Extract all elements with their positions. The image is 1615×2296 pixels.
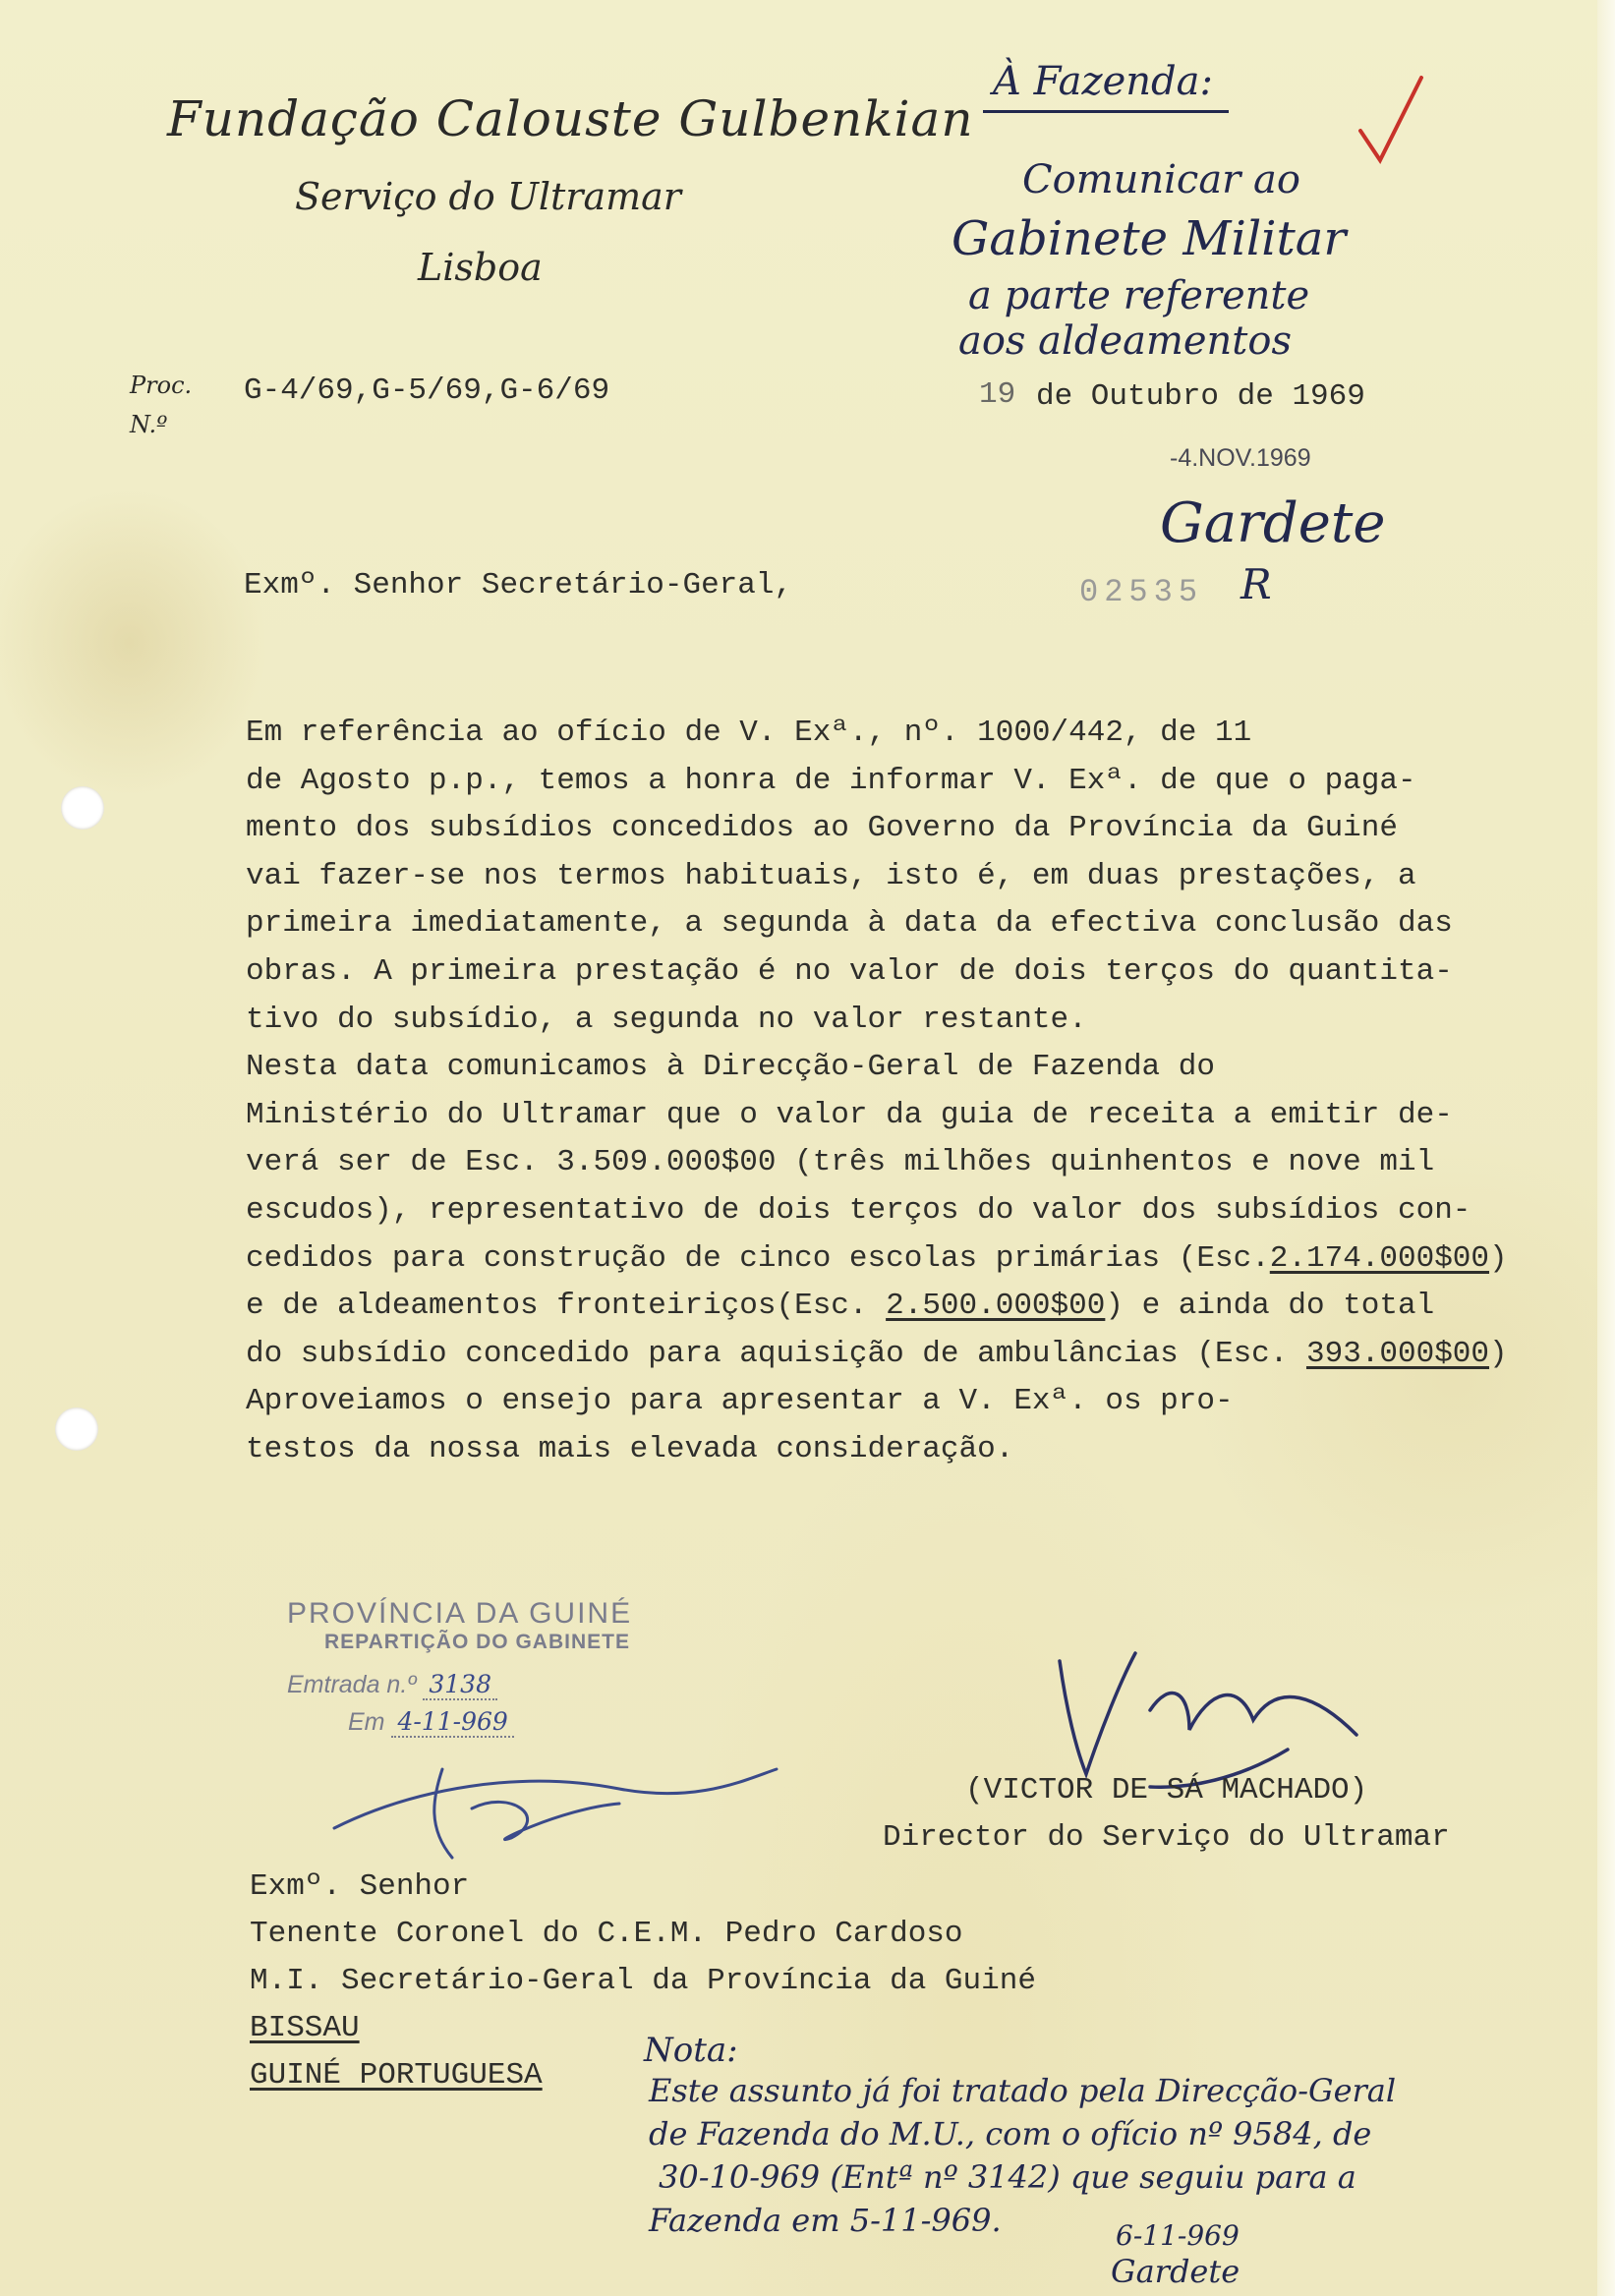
letter-body — [246, 710, 1573, 1474]
punch-hole-lower — [55, 1407, 98, 1451]
body-text-segment: ) — [1489, 1240, 1508, 1276]
addressee-line: Exmº. Senhor — [250, 1869, 470, 1904]
director-signature — [1042, 1641, 1376, 1789]
annotation-line: aos aldeamentos — [958, 318, 1292, 364]
note-line: de Fazenda do M.U., com o ofício nº 9584, de — [649, 2115, 1372, 2152]
note-line: Fazenda em 5-11-969. — [649, 2202, 1002, 2239]
body-text-segment: cedidos para construção de cinco escolas primárias (Esc. — [246, 1240, 1270, 1276]
salutation: Exmº. Senhor Secretário-Geral, — [244, 568, 793, 603]
received-date-stamp: -4.NOV.1969 — [1170, 444, 1311, 472]
body-line: Em referência ao ofício de V. Exª., nº. 1000/442, de 11 — [246, 716, 1252, 750]
date-day: 19 — [979, 377, 1016, 412]
annotation-line: Gabinete Militar — [952, 211, 1347, 266]
body-line: de Agosto p.p., temos a honra de informar V. Exª. de que o paga- — [246, 763, 1416, 798]
paper-edge — [1597, 0, 1615, 2296]
received-initials: Gardete — [1160, 491, 1386, 555]
note-line: 30-10-969 (Entª nº 3142) que seguiu para a — [659, 2158, 1356, 2196]
received-mark: R — [1240, 560, 1272, 608]
date-line: de Outubro de 1969 — [1036, 379, 1365, 414]
body-line: tivo do subsídio, a segunda no valor restante. — [246, 1002, 1087, 1037]
addressee-city: BISSAU — [250, 2011, 360, 2045]
body-text-segment: ) — [1489, 1336, 1508, 1371]
annotation-heading: À Fazenda: — [993, 59, 1213, 104]
stamp-department: REPARTIÇÃO DO GABINETE — [324, 1631, 630, 1653]
body-text-segment: do subsídio concedido para aquisição de ambulâncias (Esc. — [246, 1336, 1306, 1371]
addressee-line: M.I. Secretário-Geral da Província da Guiné — [250, 1964, 1036, 1998]
body-line: obras. A primeira prestação é no valor de dois terços do quantita- — [246, 953, 1453, 989]
stamp-entry-value: 3138 — [423, 1670, 497, 1700]
letterhead-org: Fundação Calouste Gulbenkian — [167, 90, 974, 147]
annotation-line: a parte referente — [968, 273, 1310, 318]
body-line: vai fazer-se nos termos habituais, isto é, em duas prestações, a — [246, 858, 1416, 893]
body-line: Nesta data comunicamos à Direcção-Geral de Fazenda do — [246, 1050, 1215, 1085]
body-line — [246, 1283, 1573, 1331]
proc-number-label: N.º — [130, 411, 168, 438]
amount-ambulances: 393.000$00 — [1305, 1336, 1490, 1371]
body-line — [246, 1235, 1573, 1284]
amount-schools: 2.174.000$00 — [1269, 1240, 1490, 1276]
signatory-name: (VICTOR DE SÁ MACHADO) — [965, 1773, 1368, 1808]
closing-line: Aproveiamos o ensejo para apresentar a V. Exª. os pro- — [246, 1384, 1234, 1419]
signatory-title: Director do Serviço do Ultramar — [883, 1820, 1450, 1855]
stamp-province: PROVÍNCIA DA GUINÉ — [287, 1597, 633, 1630]
addressee-country: GUINÉ PORTUGUESA — [250, 2058, 543, 2093]
addressee-line: Tenente Coronel do C.E.M. Pedro Cardoso — [250, 1917, 963, 1951]
body-line: mento dos subsídios concedidos ao Governo da Província da Guiné — [246, 811, 1398, 846]
stamp-signature-scribble — [324, 1750, 786, 1867]
note-date: 6-11-969 — [1116, 2219, 1240, 2252]
body-line: verá ser de Esc. 3.509.000$00 (três milhões quinhentos e nove mil — [246, 1145, 1435, 1180]
body-line: escudos), representativo de dois terços do valor dos subsídios con- — [246, 1192, 1471, 1228]
annotation-line: Comunicar ao — [1022, 157, 1300, 202]
proc-label: Proc. — [130, 372, 193, 399]
closing-line: testos da nossa mais elevada consideração. — [246, 1431, 1014, 1466]
letterhead-service: Serviço do Ultramar — [295, 175, 681, 218]
received-number-stamp: 02535 — [1079, 574, 1204, 610]
stamp-date-label: Em — [348, 1708, 385, 1736]
body-line — [246, 1331, 1573, 1379]
annotation-heading-underline — [983, 110, 1229, 113]
body-text-segment: ) e ainda do total — [1105, 1289, 1435, 1324]
entry-stamp — [287, 1597, 661, 1737]
stamp-date-value: 4-11-969 — [391, 1707, 513, 1738]
red-check-icon — [1356, 74, 1425, 167]
amount-aldeamentos: 2.500.000$00 — [886, 1289, 1106, 1324]
letterhead-city: Lisboa — [418, 246, 543, 289]
body-line: primeira imediatamente, a segunda à data da efectiva conclusão das — [246, 906, 1453, 942]
note-line: Este assunto já foi tratado pela Direcção-Geral — [649, 2072, 1397, 2109]
note-heading: Nota: — [644, 2031, 738, 2070]
body-line: Ministério do Ultramar que o valor da guia de receita a emitir de- — [246, 1097, 1453, 1132]
note-signature: Gardete — [1111, 2253, 1240, 2290]
stamp-entry-label: Emtrada n.º — [287, 1671, 417, 1698]
stamp-entry-row — [287, 1670, 661, 1699]
punch-hole-upper — [61, 786, 104, 830]
stamp-date-row — [348, 1707, 661, 1737]
proc-number-value: G-4/69,G-5/69,G-6/69 — [244, 373, 610, 408]
body-text-segment: e de aldeamentos fronteiriços(Esc. — [246, 1289, 887, 1324]
